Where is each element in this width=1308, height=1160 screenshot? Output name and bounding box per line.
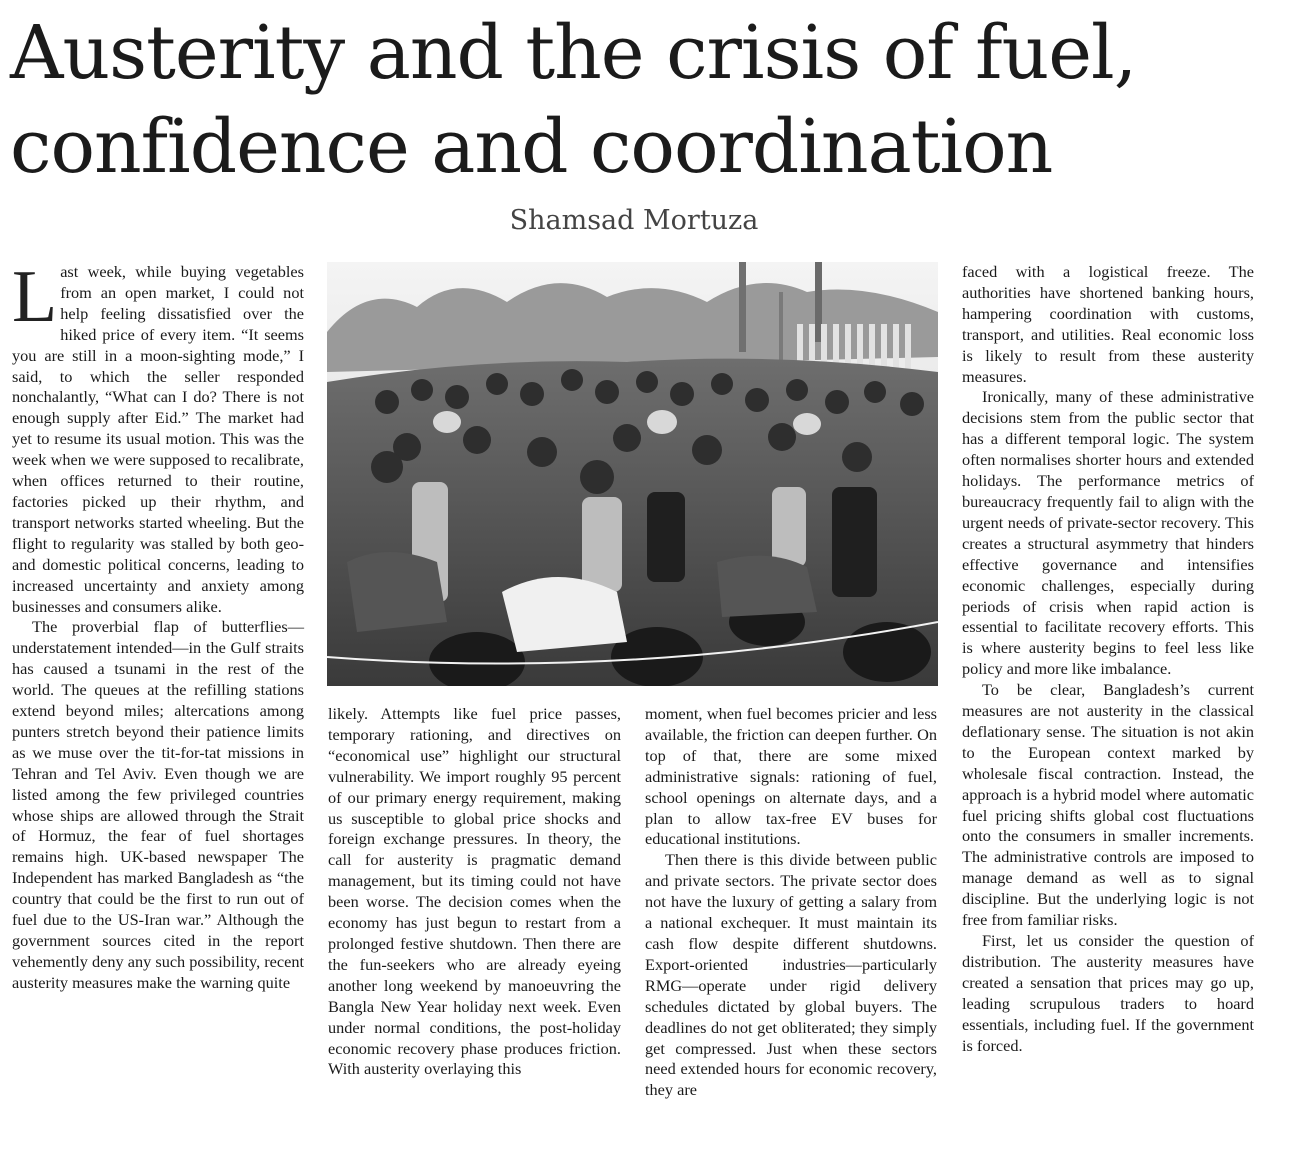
paragraph: First, let us consider the question of distribution. The austerity measures have created a sensation that prices may go up, leading scrupulous traders to hoard essentials, including fuel. If the government is forced. — [962, 931, 1254, 1055]
drop-cap: L — [12, 256, 58, 338]
paragraph: Then there is this divide between public and private sectors. The private sector does not have the luxury of getting a salary from a national exchequer. It must maintain its cash flow despite different shutdowns. Export-oriented industries—particularly RMG—operate under rigid delivery schedules dictated by global buyers. The deadlines do not get obliterated; they simply get compressed. Just when these sectors need extended hours for economic recovery, they are — [645, 850, 937, 1100]
paragraph: Ironically, many of these administrative decisions stem from the public sector that has a different temporal logic. The system often normalises shorter hours and extended holidays. The performance metrics of bureaucracy frequently fail to align with the urgent needs of private-sector recovery. This creates a structural asymmetry that hinders effective governance and intensifies economic challenges, especially during periods of crisis when rapid action is essential to facilitate recovery efforts. This is where austerity begins to feel less like policy and more like imbalance. — [962, 387, 1254, 679]
headline — [10, 6, 1300, 194]
news-photo — [327, 262, 938, 686]
paragraph: The proverbial flap of butterflies—understatement intended—in the Gulf straits has caused a tsunami in the rest of the world. The queues at the refilling stations extend beyond miles; altercations among punters stretch beyond their patience limits as we muse over the tit-for-tat missions in Tehran and Tel Aviv. Even though we are listed among the few privileged countries whose ships are allowed through the Strait of Hormuz, the fear of fuel shortages remains high. UK-based newspaper The Independent has marked Bangladesh as “the country that could be the first to run out of fuel due to the US-Iran war.” Although the government sources cited in the report vehemently deny any such possibility, recent austerity measures make the warning quite — [12, 617, 304, 992]
article-column-4 — [962, 262, 1254, 1056]
paragraph: likely. Attempts like fuel price passes, temporary rationing, and directives on “economical use” highlight our structural vulnerability. We import roughly 95 percent of our primary energy requirement, making us susceptible to global price shocks and foreign exchange pressures. In theory, the call for austerity is pragmatic demand management, but its timing could not have been worse. The decision comes when the economy has just begun to restart from a prolonged festive shutdown. Then there are the fun-seekers who are already eyeing another long weekend by manoeuvring the Bangla New Year holiday next week. Even under normal conditions, the post-holiday economic recovery phase produces friction. With austerity overlaying this — [328, 704, 621, 1079]
headline-line-2: confidence and coordination — [10, 104, 1053, 190]
article-column-2 — [328, 704, 621, 1080]
paragraph: To be clear, Bangladesh’s current measures are not austerity in the classical deflationary sense. The situation is not akin to the European context marked by wholesale fiscal contraction. Instead, the approach is a hybrid model where automatic fuel pricing shifts global cost fluctuations onto the consumers in smaller increments. The administrative controls are imposed to manage demand as well as to signal discipline. But the underlying logic is not free from familiar risks. — [962, 680, 1254, 930]
headline-line-1: Austerity and the crisis of fuel, — [10, 10, 1137, 96]
motorcycle-queue-photo — [327, 262, 938, 686]
article-column-1 — [12, 256, 304, 994]
paragraph — [12, 256, 304, 617]
article-column-3 — [645, 704, 937, 1101]
paragraph-text: ast week, while buying vegetables from an open market, I could not help feeling dissatisfied over the hiked price of every item. “It seems you are still in a moon-sighting mode,” I said, to which the seller responded nonchalantly, “What can I do? There is not enough supply after Eid.” The market had yet to resume its usual motion. This was the week when we were supposed to recalibrate, when offices returned to their routine, factories picked up their rhythm, and transport networks started wheeling. But the flight to regularity was stalled by both geo- and domestic political concerns, leading to increased uncertainty and anxiety among businesses and consumers alike. — [12, 262, 304, 616]
byline: Shamsad Mortuza — [509, 205, 759, 236]
paragraph: faced with a logistical freeze. The authorities have shortened banking hours, hampering coordination with customs, transport, and utilities. Real economic loss is likely to result from these austerity measures. — [962, 262, 1254, 386]
paragraph: moment, when fuel becomes pricier and less available, the friction can deepen further. On top of that, there are some mixed administrative signals: rationing of fuel, school openings on alternate days, and a plan to allow tax-free EV buses for educational institutions. — [645, 704, 937, 849]
